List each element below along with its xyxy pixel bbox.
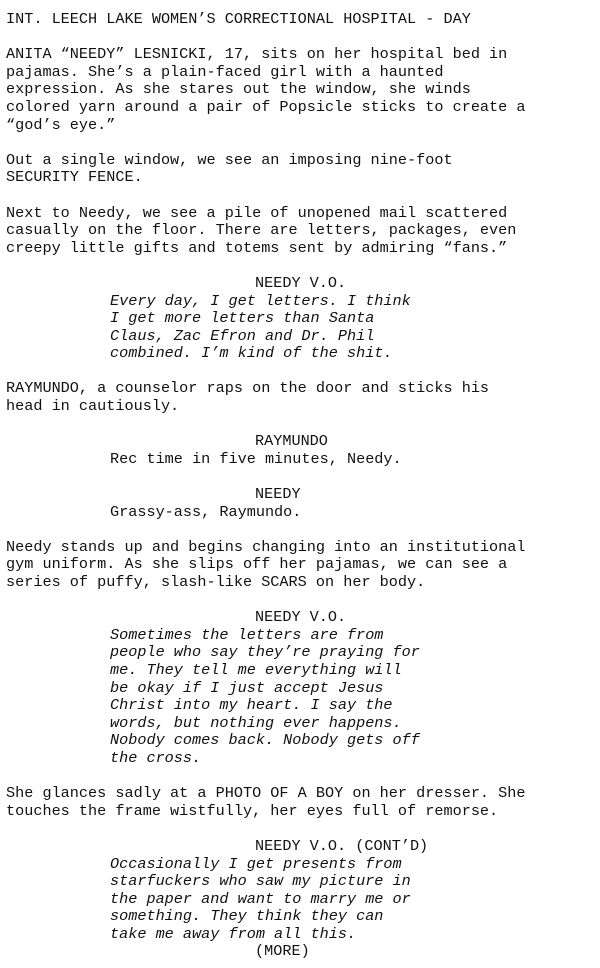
action-line: gym uniform. As she slips off her pajamas, we can see a <box>6 555 508 574</box>
action-block <box>6 46 598 134</box>
spacer <box>6 820 598 838</box>
action-line: ANITA “NEEDY” LESNICKI, 17, sits on her hospital bed in <box>6 45 508 64</box>
action-block <box>6 785 598 820</box>
more-marker: (MORE) <box>255 942 310 961</box>
scene-heading: INT. LEECH LAKE WOMEN’S CORRECTIONAL HOSPITAL - DAY <box>6 10 471 28</box>
action-block <box>6 205 598 258</box>
character-name: NEEDY V.O. <box>255 608 347 627</box>
screenplay-page <box>6 11 598 961</box>
action-block <box>6 152 598 187</box>
voiceover-line: Christ into my heart. I say the <box>110 696 393 715</box>
spacer <box>6 363 598 381</box>
action-line: colored yarn around a pair of Popsicle sticks to create a <box>6 97 526 116</box>
spacer <box>6 134 598 152</box>
voiceover-line: something. They think they can <box>110 907 384 926</box>
voiceover-line: Claus, Zac Efron and Dr. Phil <box>110 326 375 345</box>
voiceover-line: me. They tell me everything will <box>110 660 402 679</box>
dialogue-line: Rec time in five minutes, Needy. <box>110 449 402 468</box>
voiceover-block <box>6 609 598 767</box>
spacer <box>6 187 598 205</box>
voiceover-line: Every day, I get letters. I think <box>110 291 411 310</box>
voiceover-line: combined. I’m kind of the shit. <box>110 344 393 363</box>
action-line: expression. As she stares out the window, she winds <box>6 80 471 99</box>
dialogue-line: Grassy-ass, Raymundo. <box>110 502 302 521</box>
dialogue-block <box>6 486 598 521</box>
voiceover-line: Sometimes the letters are from <box>110 625 384 644</box>
voiceover-line: people who say they’re praying for <box>110 643 420 662</box>
spacer <box>6 416 598 434</box>
action-line: creepy little gifts and totems sent by admiring “fans.” <box>6 238 508 257</box>
voiceover-line: the paper and want to marry me or <box>110 889 411 908</box>
character-name: RAYMUNDO <box>255 432 328 451</box>
character-name: NEEDY V.O. (CONT’D) <box>255 836 429 855</box>
action-line: RAYMUNDO, a counselor raps on the door and sticks his <box>6 379 490 398</box>
spacer <box>6 592 598 610</box>
voiceover-line: be okay if I just accept Jesus <box>110 678 384 697</box>
spacer <box>6 768 598 786</box>
voiceover-line: starfuckers who saw my picture in <box>110 872 411 891</box>
voiceover-line: words, but nothing ever happens. <box>110 713 402 732</box>
spacer <box>6 29 598 47</box>
voiceover-line: take me away from all this. <box>110 924 357 943</box>
voiceover-block <box>6 275 598 363</box>
voiceover-line: Occasionally I get presents from <box>110 854 402 873</box>
voiceover-line: Nobody comes back. Nobody gets off <box>110 731 420 750</box>
character-name: NEEDY V.O. <box>255 273 347 292</box>
action-line: casually on the floor. There are letters, packages, even <box>6 221 517 240</box>
character-name: NEEDY <box>255 485 301 504</box>
spacer <box>6 468 598 486</box>
action-line: SECURITY FENCE. <box>6 168 143 187</box>
action-block <box>6 539 598 592</box>
action-line: Out a single window, we see an imposing nine-foot <box>6 150 453 169</box>
voiceover-block <box>6 838 598 961</box>
action-line: pajamas. She’s a plain-faced girl with a haunted <box>6 62 444 81</box>
dialogue-block <box>6 433 598 468</box>
action-line: series of puffy, slash-like SCARS on her body. <box>6 573 426 591</box>
action-line: head in cautiously. <box>6 397 180 416</box>
action-block <box>6 380 598 415</box>
voiceover-line: the cross. <box>110 748 202 767</box>
action-line: Needy stands up and begins changing into an institutional <box>6 537 526 556</box>
action-line: touches the frame wistfully, her eyes full of remorse. <box>6 801 499 820</box>
action-line: Next to Needy, we see a pile of unopened mail scattered <box>6 203 508 222</box>
action-line: “god’s eye.” <box>6 115 116 134</box>
spacer <box>6 257 598 275</box>
action-line: She glances sadly at a PHOTO OF A BOY on her dresser. She <box>6 784 526 803</box>
spacer <box>6 521 598 539</box>
voiceover-line: I get more letters than Santa <box>110 309 375 328</box>
